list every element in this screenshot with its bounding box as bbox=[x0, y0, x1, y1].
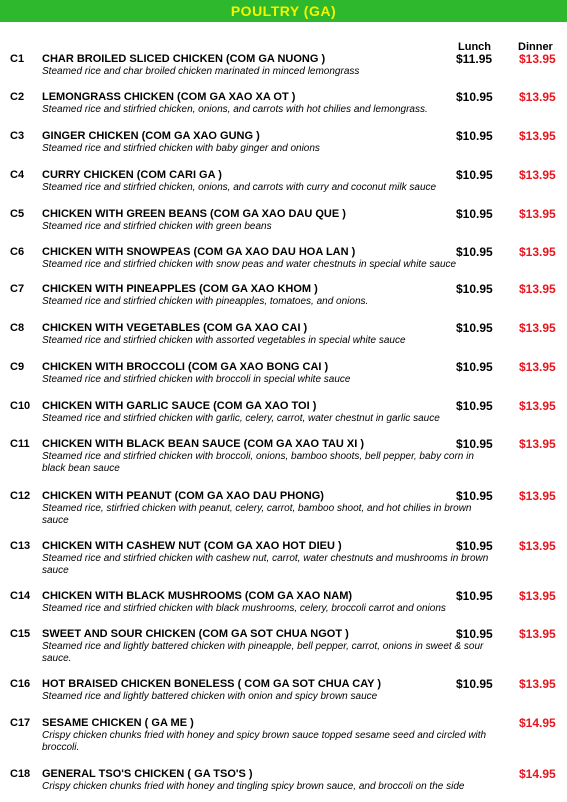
item-name: GENERAL TSO'S CHICKEN ( GA TSO'S ) bbox=[42, 768, 253, 780]
lunch-price: $10.95 bbox=[456, 321, 493, 335]
dinner-price: $14.95 bbox=[519, 767, 556, 781]
item-name: CHICKEN WITH BROCCOLI (COM GA XAO BONG CAI ) bbox=[42, 361, 329, 373]
lunch-price: $10.95 bbox=[456, 677, 493, 691]
lunch-price: $10.95 bbox=[456, 245, 493, 259]
lunch-price: $10.95 bbox=[456, 399, 493, 413]
item-description: Steamed rice and stirfried chicken with assorted vegetables in special white sauce bbox=[42, 335, 406, 346]
lunch-price: $10.95 bbox=[456, 207, 493, 221]
item-description: Steamed rice and stirfried chicken with green beans bbox=[42, 221, 272, 232]
lunch-price: $10.95 bbox=[456, 627, 493, 641]
item-code: C6 bbox=[10, 246, 25, 258]
dinner-price: $13.95 bbox=[519, 589, 556, 603]
item-description: Steamed rice and stirfried chicken with pineapples, tomatoes, and onions. bbox=[42, 296, 369, 307]
item-description: Steamed rice and lightly battered chicken with pineapple, bell pepper, carrot, onions in sweet & sour sauce. bbox=[42, 641, 484, 664]
item-code: C4 bbox=[10, 169, 25, 181]
item-code: C12 bbox=[10, 490, 31, 502]
item-description: Steamed rice, stirfried chicken with peanut, celery, carrot, bamboo shoot, and hot chilies in brown sauce bbox=[42, 503, 472, 526]
dinner-price: $13.95 bbox=[519, 282, 556, 296]
item-name: CHICKEN WITH GARLIC SAUCE (COM GA XAO TOI ) bbox=[42, 400, 317, 412]
dinner-price: $13.95 bbox=[519, 360, 556, 374]
item-description: Crispy chicken chunks fried with honey and spicy brown sauce topped sesame seed and circled with broccoli. bbox=[42, 730, 487, 753]
item-code: C9 bbox=[10, 361, 25, 373]
item-description: Steamed rice and stirfried chicken with broccoli, onions, bamboo shoots, bell pepper, baby corn in black bean sauce bbox=[42, 451, 474, 474]
item-name: CHICKEN WITH VEGETABLES (COM GA XAO CAI ) bbox=[42, 322, 308, 334]
section-banner bbox=[0, 0, 567, 22]
dinner-price: $13.95 bbox=[519, 168, 556, 182]
section-title: POULTRY (GA) bbox=[230, 3, 337, 19]
item-description: Steamed rice and stirfried chicken with baby ginger and onions bbox=[42, 143, 320, 154]
item-code: C16 bbox=[10, 678, 31, 690]
item-code: C14 bbox=[10, 590, 31, 602]
item-name: GINGER CHICKEN (COM GA XAO GUNG ) bbox=[42, 130, 260, 142]
lunch-column-header: Lunch bbox=[458, 41, 491, 53]
item-code: C10 bbox=[10, 400, 31, 412]
dinner-price: $13.95 bbox=[519, 207, 556, 221]
lunch-price: $10.95 bbox=[456, 129, 493, 143]
lunch-price: $10.95 bbox=[456, 282, 493, 296]
item-name: CHICKEN WITH GREEN BEANS (COM GA XAO DAU QUE ) bbox=[42, 208, 346, 220]
dinner-column-header: Dinner bbox=[518, 41, 553, 53]
item-code: C5 bbox=[10, 208, 25, 220]
item-name: CHICKEN WITH BLACK BEAN SAUCE (COM GA XAO TAU XI ) bbox=[42, 438, 365, 450]
lunch-price: $11.95 bbox=[456, 52, 493, 66]
item-name: CHICKEN WITH BLACK MUSHROOMS (COM GA XAO NAM) bbox=[42, 590, 353, 602]
item-description: Steamed rice and stirfried chicken with black mushrooms, celery, broccoli carrot and onions bbox=[42, 603, 446, 614]
dinner-price: $13.95 bbox=[519, 129, 556, 143]
item-name: HOT BRAISED CHICKEN BONELESS ( COM GA SOT CHUA CAY ) bbox=[42, 678, 381, 690]
lunch-price: $10.95 bbox=[456, 360, 493, 374]
lunch-price: $10.95 bbox=[456, 90, 493, 104]
dinner-price: $13.95 bbox=[519, 677, 556, 691]
item-description: Steamed rice and stirfried chicken with cashew nut, carrot, water chestnuts and mushrooms in brown sauce bbox=[42, 553, 489, 576]
item-description: Crispy chicken chunks fried with honey and tingling spicy brown sauce, and broccoli on the side bbox=[42, 781, 465, 792]
item-code: C13 bbox=[10, 540, 31, 552]
lunch-price: $10.95 bbox=[456, 539, 493, 553]
dinner-price: $13.95 bbox=[519, 437, 556, 451]
item-description: Steamed rice and stirfried chicken, onions, and carrots with curry and coconut milk sauce bbox=[42, 182, 437, 193]
item-name: CURRY CHICKEN (COM CARI GA ) bbox=[42, 169, 222, 181]
item-name: SESAME CHICKEN ( GA ME ) bbox=[42, 717, 194, 729]
item-name: SWEET AND SOUR CHICKEN (COM GA SOT CHUA NGOT ) bbox=[42, 628, 349, 640]
item-code: C15 bbox=[10, 628, 31, 640]
dinner-price: $13.95 bbox=[519, 321, 556, 335]
item-code: C7 bbox=[10, 283, 25, 295]
item-name: CHAR BROILED SLICED CHICKEN (COM GA NUONG ) bbox=[42, 53, 326, 65]
item-description: Steamed rice and lightly battered chicken with onion and spicy brown sauce bbox=[42, 691, 378, 702]
item-code: C18 bbox=[10, 768, 31, 780]
lunch-price: $10.95 bbox=[456, 589, 493, 603]
dinner-price: $13.95 bbox=[519, 52, 556, 66]
item-name: LEMONGRASS CHICKEN (COM GA XAO XA OT ) bbox=[42, 91, 296, 103]
item-code: C17 bbox=[10, 717, 31, 729]
item-name: CHICKEN WITH PINEAPPLES (COM GA XAO KHOM ) bbox=[42, 283, 318, 295]
item-code: C11 bbox=[10, 438, 30, 450]
dinner-price: $13.95 bbox=[519, 489, 556, 503]
item-description: Steamed rice and stirfried chicken with broccoli in special white sauce bbox=[42, 374, 351, 385]
lunch-price: $10.95 bbox=[456, 489, 493, 503]
dinner-price: $13.95 bbox=[519, 539, 556, 553]
item-code: C1 bbox=[10, 53, 25, 65]
dinner-price: $13.95 bbox=[519, 627, 556, 641]
item-code: C3 bbox=[10, 130, 25, 142]
lunch-price: $10.95 bbox=[456, 437, 493, 451]
item-description: Steamed rice and stirfried chicken with garlic, celery, carrot, water chestnut in garlic sauce bbox=[42, 413, 440, 424]
dinner-price: $13.95 bbox=[519, 399, 556, 413]
lunch-price: $10.95 bbox=[456, 168, 493, 182]
dinner-price: $13.95 bbox=[519, 90, 556, 104]
dinner-price: $14.95 bbox=[519, 716, 556, 730]
item-name: CHICKEN WITH SNOWPEAS (COM GA XAO DAU HOA LAN ) bbox=[42, 246, 356, 258]
item-code: C2 bbox=[10, 91, 25, 103]
item-name: CHICKEN WITH PEANUT (COM GA XAO DAU PHONG) bbox=[42, 490, 324, 502]
item-description: Steamed rice and stirfried chicken with snow peas and water chestnuts in special white sauce bbox=[42, 259, 457, 270]
item-description: Steamed rice and char broiled chicken marinated in minced lemongrass bbox=[42, 66, 360, 77]
item-name: CHICKEN WITH CASHEW NUT (COM GA XAO HOT DIEU ) bbox=[42, 540, 342, 552]
item-code: C8 bbox=[10, 322, 25, 334]
dinner-price: $13.95 bbox=[519, 245, 556, 259]
item-description: Steamed rice and stirfried chicken, onions, and carrots with hot chilies and lemongrass. bbox=[42, 104, 428, 115]
